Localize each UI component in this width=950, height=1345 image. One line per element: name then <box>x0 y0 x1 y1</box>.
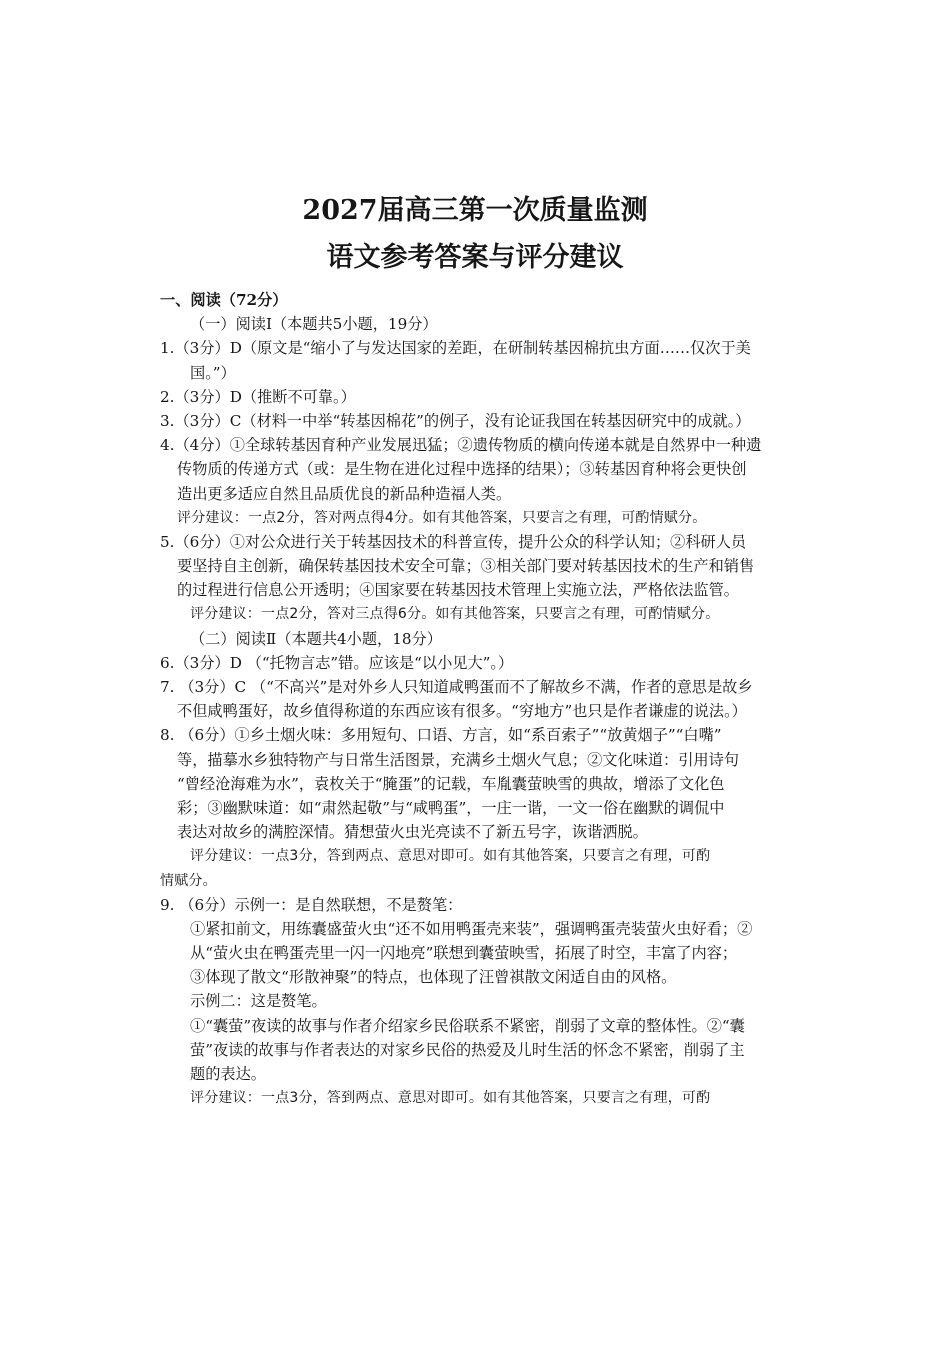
text-line: 不但咸鸭蛋好，故乡值得称道的东西应该有很多。“穷地方”也只是作者谦虚的说法。） <box>177 702 747 721</box>
answer-body <box>160 288 800 1110</box>
document-title: 2027届高三第一次质量监测 <box>302 195 648 226</box>
text-line: 4.（4分）①全球转基因育种产业发展迅猛；②遗传物质的横向传递本就是自然界中一种遗 <box>160 436 762 455</box>
text-line: 1.（3分）D（原文是“缩小了与发达国家的差距，在研制转基因棉抗虫方面……仅次于美 <box>160 339 751 358</box>
text-line: ①紧扣前文，用练囊盛萤火虫“还不如用鸭蛋壳来装”，强调鸭蛋壳装萤火虫好看；② <box>190 919 753 938</box>
text-line: 传物质的传递方式（或：是生物在进化过程中选择的结果）；③转基因育种将会更快创 <box>177 460 747 479</box>
text-line: 示例二：这是赘笔。 <box>190 992 327 1011</box>
text-line: 评分建议：一点2分，答对两点得4分。如有其他答案，只要言之有理，可酌情赋分。 <box>177 509 707 526</box>
text-line: 国。”） <box>190 363 236 382</box>
text-line: 2.（3分）D（推断不可靠。） <box>160 387 356 406</box>
text-line: 从“萤火虫在鸭蛋壳里一闪一闪地亮”联想到囊萤映雪，拓展了时空，丰富了内容； <box>190 944 738 963</box>
text-line: 9. （6分）示例一：是自然联想，不是赘笔： <box>160 895 463 914</box>
text-line: 5.（6分）①对公众进行关于转基因技术的科普宣传，提升公众的科学认知；②科研人员 <box>160 532 747 551</box>
text-line: 等，描摹水乡独特物产与日常生活图景，充满乡土烟火气息；②文化味道：引用诗句 <box>177 750 739 769</box>
text-line: 评分建议：一点3分，答到两点、意思对即可。如有其他答案，只要言之有理，可酌 <box>190 1090 711 1107</box>
text-line: 8. （6分）①乡土烟火味：多用短句、口语、方言，如“系百索子”“放黄烟子”“白嘴” <box>160 726 722 745</box>
text-line: 评分建议：一点2分，答对三点得6分。如有其他答案，只要言之有理，可酌情赋分。 <box>190 606 720 623</box>
text-line: 造出更多适应自然且品质优良的新品种造福人类。 <box>177 484 512 503</box>
text-line: 情赋分。 <box>160 872 217 889</box>
text-line: 的过程进行信息公开透明；④国家要在转基因技术管理上实施立法，严格依法监管。 <box>177 581 739 600</box>
text-line: 6.（3分）D （“托物言志”错。应该是“以小见大”。） <box>160 653 514 672</box>
text-line: ③体现了散文“形散神聚”的特点，也体现了汪曾祺散文闲适自由的风格。 <box>190 968 677 987</box>
text-line: “曾经沧海难为水”，袁枚关于“腌蛋”的记载，车胤囊萤映雪的典故，增添了文化色 <box>177 774 725 793</box>
text-line: ①“囊萤”夜读的故事与作者介绍家乡民俗联系不紧密，削弱了文章的整体性。②“囊 <box>190 1016 745 1035</box>
text-line: 7. （3分）C （“不高兴”是对外乡人只知道咸鸭蛋而不了解故乡不满，作者的意思是故乡 <box>160 678 753 696</box>
document-subtitle: 语文参考答案与评分建议 <box>326 242 624 273</box>
text-line: 3.（3分）C（材料一中举“转基因棉花”的例子，没有论证我国在转基因研究中的成就。） <box>160 411 751 430</box>
text-line: 要坚持自主创新，确保转基因技术安全可靠；③相关部门要对转基因技术的生产和销售 <box>177 557 755 576</box>
text-line: （二）阅读Ⅱ（本题共4小题，18分） <box>190 629 442 648</box>
text-line: 题的表达。 <box>190 1065 266 1083</box>
text-line: 表达对故乡的满腔深情。猜想萤火虫光亮读不了新五号字，诙谐洒脱。 <box>177 823 648 842</box>
text-line: 彩；③幽默味道：如“肃然起敬”与“咸鸭蛋”，一庄一谐，一文一俗在幽默的调侃中 <box>177 798 725 817</box>
text-line: （一）阅读Ⅰ（本题共5小题，19分） <box>190 315 438 334</box>
text-line: 一、阅读（72分） <box>160 291 288 309</box>
text-line: 评分建议：一点3分，答到两点、意思对即可。如有其他答案，只要言之有理，可酌 <box>190 848 711 865</box>
text-line: 萤”夜读的故事与作者表达的对家乡民俗的热爱及儿时生活的怀念不紧密，削弱了主 <box>190 1040 745 1059</box>
